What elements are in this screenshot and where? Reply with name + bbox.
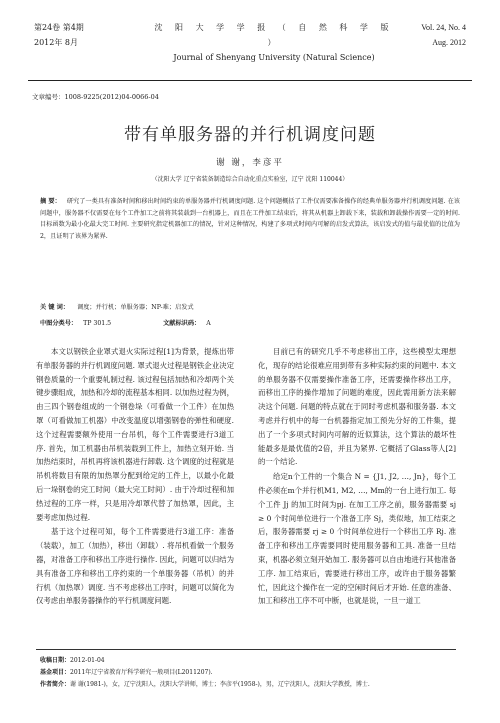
keywords-label: 关 键 词： <box>40 304 70 311</box>
received-date: 收稿日期：2012-01-04 <box>40 657 105 664</box>
journal-name-en: Journal of Shenyang University (Natural Science) <box>173 53 375 62</box>
doc-code-label: 文献标识码： <box>163 320 201 327</box>
abstract-label: 摘 要： <box>40 198 61 205</box>
authors: 谢 谢，李彦平 <box>216 158 284 168</box>
footnote-rule <box>36 649 456 650</box>
body-column-right <box>258 345 456 608</box>
author-bio: 作者简介：谢 谢(1981-)，女，辽宁沈阳人，沈阳大学讲师，博士；李彦平(1958-)，男，辽宁沈阳人，沈阳大学教授，博士. <box>40 681 370 688</box>
abstract-text: 研究了一类具有准备时间和移出时间约束的单服务器并行机调度问题. 这个问题概括了工件仅需要准备操作的经典单服务器并行机调度问题. 在该问题中，服务器不仅需要在每个工件加工之前将其装载到一台机器上，而且在工件加工结束后，将其从机器上卸载下来，装载和卸载操作需要一定的时间. 目标函数为最小化最大完工时间. 主要研究指定机器加工的情况，针对这种情况，构建了多项式时间内可解的启发式算法，该启发式的值与最优值的比值为2，且证明了该界为紧界. <box>40 198 460 240</box>
header-left <box>34 20 84 50</box>
journal-name-cn: 沈 阳 大 学 学 报 （ 自 然 科 学 版 ） <box>154 23 394 47</box>
body-paragraph: 目前已有的研究几乎不考虑移出工序，这些模型太理想化，现存的结论很难应用到带有多种实际约束的问题中. 本文的单服务器不仅需要操作准备工序，还需要操作移出工序，而移出工序的操作增加了问题的难度，因此需用新方法来解决这个问题. 问题的特点就在于同时考虑机器和服务器. 本文考虑并行机中的每一台机器指定加工预先分好的工件集，提出了一个多项式时间内可解的近似算法，这个算法的最坏性能最多是最优值的2倍，并且为紧界. 它概括了Glass等人[2]的一个结论. <box>258 347 456 467</box>
keywords <box>40 302 460 311</box>
date-cn: 2012年 8月 <box>34 38 78 47</box>
article-number: 文章编号：1008-9225(2012)04-0066-04 <box>32 93 159 101</box>
abstract <box>40 196 460 242</box>
classification <box>40 318 217 327</box>
doc-code-value: A <box>206 320 211 327</box>
paper-title: 带有单服务器的并行机调度问题 <box>124 125 376 145</box>
clc-value: TP 301.5 <box>83 320 112 327</box>
fund-info: 基金项目：2011年辽宁省教育厅科学研究一般项目(L2011207). <box>40 669 213 676</box>
keywords-text: 调度；并行机；单服务器；NP-难；启发式 <box>77 304 194 311</box>
affiliation: （沈阳大学 辽宁省装备制造综合自动化重点实验室，辽宁 沈阳 110044） <box>151 176 349 183</box>
volume-cn: 第24卷 第4期 <box>34 23 84 32</box>
date-en: Aug. 2012 <box>432 38 466 47</box>
header-rule <box>28 80 472 81</box>
header-right <box>421 20 466 50</box>
body-paragraph: 本文以钢铁企业罩式退火实际过程[1]为背景，提炼出带有单服务器的并行机调度问题. 罩式退火过程是钢铁企业决定钢卷质量的一个重要轧制过程. 该过程包括加热和冷却两个关键步骤组成，加热和冷却的流程基本相同. 以加热过程为例，由三四个钢卷组成的一个钢卷垛（可看做一个工件）在加热罩（可看做加工机器）中改变温度以增强钢卷的弹性和硬度. 这个过程需要额外使用一台吊机，每个工件需要进行3道工序. 首先，加工机器由吊机装载到工件上，加热立刻开始. 当加热结束时，吊机再将该机器进行卸载. 这个调度的过程就是吊机将数目有限的加热罩分配到给定的工件上，以最小化最后一垛钢卷的完工时间（最大完工时间）. 由于冷却过程和加热过程的工序一样，只是用冷却罩代替了加热罩，因此，主要考虑加热过程. <box>36 347 234 522</box>
clc-label: 中图分类号： <box>40 320 78 327</box>
body-paragraph: 基于这个过程可知，每个工件需要进行3道工序：准备（装载），加工（加热），移出（卸载）. 将吊机看做一个服务器，对准备工序和移出工序进行操作. 因此，问题可以归结为具有准备工序和移出工序约束的一个单服务器（吊机）的并行机（加热罩）调度. 当不考虑移出工序时，问题可以简化为仅考虑由单服务器操作的平行机调度问题. <box>36 527 234 606</box>
volume-en: Vol. 24, No. 4 <box>421 23 466 32</box>
journal-header <box>14 8 486 68</box>
footnotes <box>40 655 460 691</box>
body-column-left <box>36 345 234 608</box>
body-paragraph: 给定n个工件的一个集合 N = {J1, J2, …, Jn}，每个工件必须在m个并行机M1, M2, …, Mm的一台上进行加工. 每个工件 Jj 的加工时间为pj. 在加工工序之前，服务器需要 sj ≥ 0 个时间单位进行一个准备工序 Sj，类似地，加工结束之后，服务器需要 rj ≥ 0 个时间单位进行一个移出工序 Rj. 准备工序和移出工序需要同时使用服务器和工具. 准备一旦结束，机器必须立刻开始加工. 服务器可以自由地进行其他准备工序. 加工结束后，需要进行移出工序，或许由于服务器繁忙，因此这个操作在一定的空闲时间后才开始. 任意的准备、加工和移出工序不可中断，也就是说，一旦一道工 <box>258 472 456 606</box>
header-center <box>154 20 394 65</box>
